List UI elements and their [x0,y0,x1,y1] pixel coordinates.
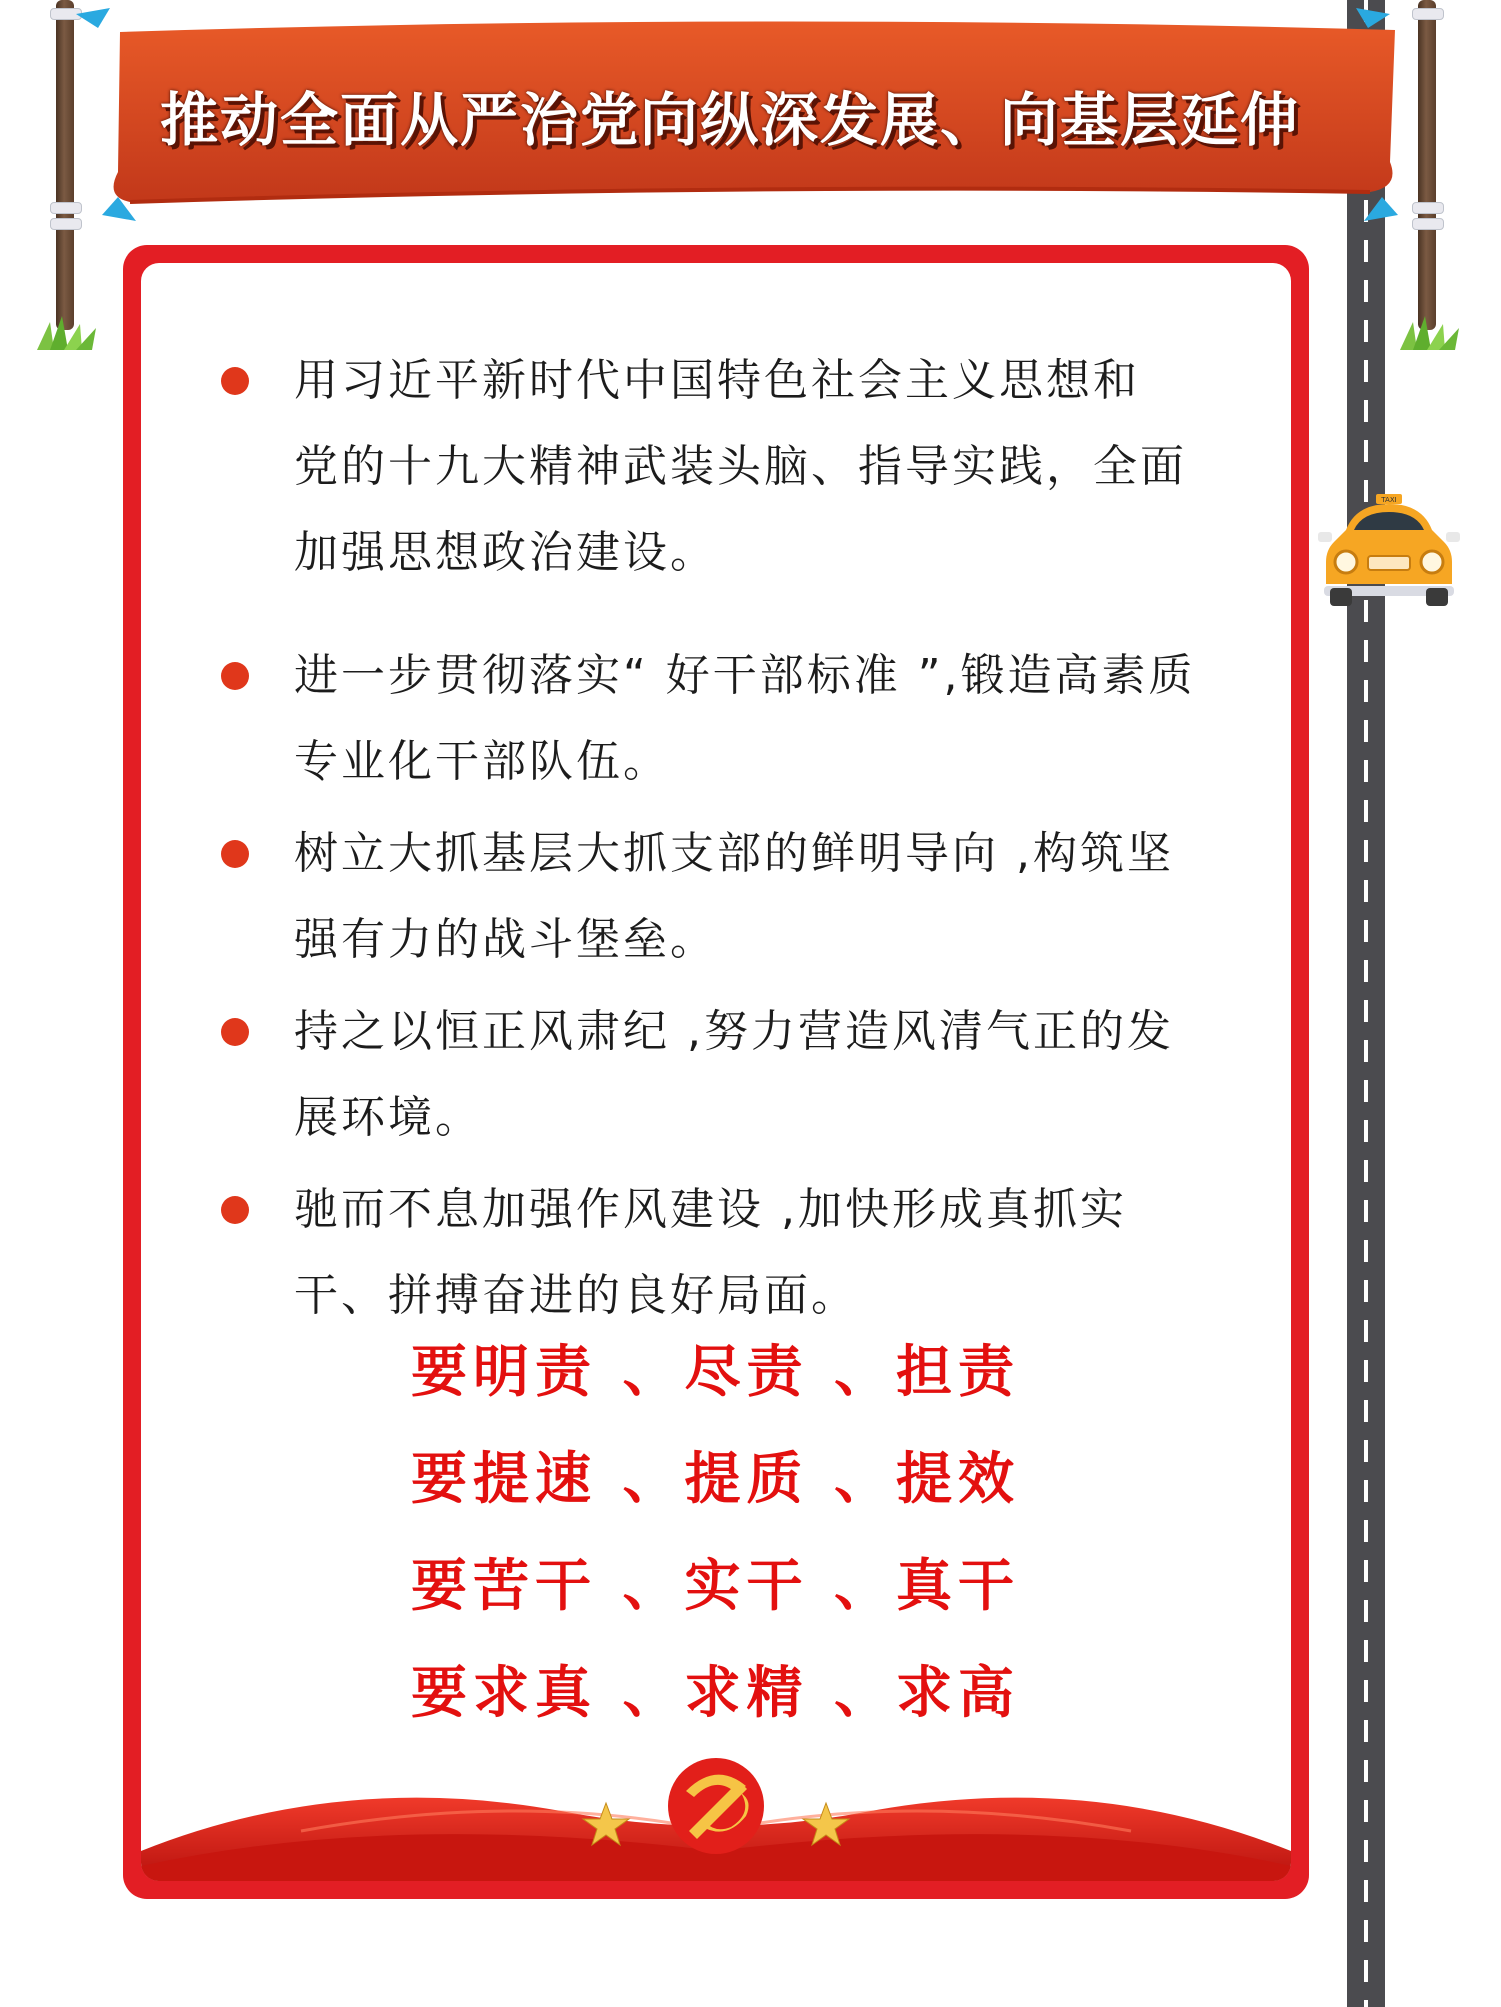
taxi-sign: TAXI [1381,496,1397,504]
slogan-line: 要求真 、求精 、求高 [411,1661,1020,1726]
list-item-text [294,633,1254,805]
grass-icon [32,312,102,352]
flag-pennant-icon [1360,185,1400,225]
text-line: 持之以恒正风肃纪 ,努力营造风清气正的发 [294,1006,1174,1057]
road-lane-markings [1364,0,1368,2007]
left-pole [56,0,74,330]
right-pole [1418,0,1436,330]
pole-ring [1412,202,1444,214]
page-title: 推动全面从严治党向纵深发展、向基层延伸 [159,86,1300,154]
flag-pennant-icon [100,185,140,225]
pole-ring [1412,8,1444,20]
bullet-dot [221,840,249,868]
slogan-line: 要苦干 、实干 、真干 [411,1554,1020,1619]
list-item-text [294,1167,1254,1339]
bullet-dot [221,367,249,395]
text-line: 党的十九大精神武装头脑、指导实践，全面 [294,441,1187,492]
bullet-dot [221,1196,249,1224]
pole-ring [50,202,82,214]
slogan-line: 要明责 、尽责 、担责 [411,1340,1020,1405]
text-line: 展环境。 [294,1092,482,1143]
content-panel [141,263,1291,1881]
list-item-text [294,811,1254,983]
slogan-line: 要提速 、提质 、提效 [411,1447,1020,1512]
red-ribbon-decoration [141,1731,1291,1881]
text-line: 进一步贯彻落实“ 好干部标准 ”,锻造高素质 [294,650,1196,701]
pole-ring [1412,218,1444,230]
content-frame [123,245,1309,1899]
list-item-text [294,338,1254,596]
pole-ring [50,218,82,230]
text-line: 树立大抓基层大抓支部的鲜明导向 ,构筑坚 [294,828,1174,879]
text-line: 驰而不息加强作风建设 ,加快形成真抓实 [294,1184,1127,1235]
text-line: 用习近平新时代中国特色社会主义思想和 [294,355,1140,406]
text-line: 强有力的战斗堡垒。 [294,914,717,965]
taxi-icon [1316,490,1462,608]
text-line: 专业化干部队伍。 [294,736,670,787]
list-item-text [294,989,1254,1161]
text-line: 加强思想政治建设。 [294,527,717,578]
road [1347,0,1385,2007]
bullet-dot [221,662,249,690]
bullet-dot [221,1018,249,1046]
text-line: 干、拼搏奋进的良好局面。 [294,1270,858,1321]
party-emblem-icon [668,1758,764,1854]
grass-icon [1395,312,1465,352]
